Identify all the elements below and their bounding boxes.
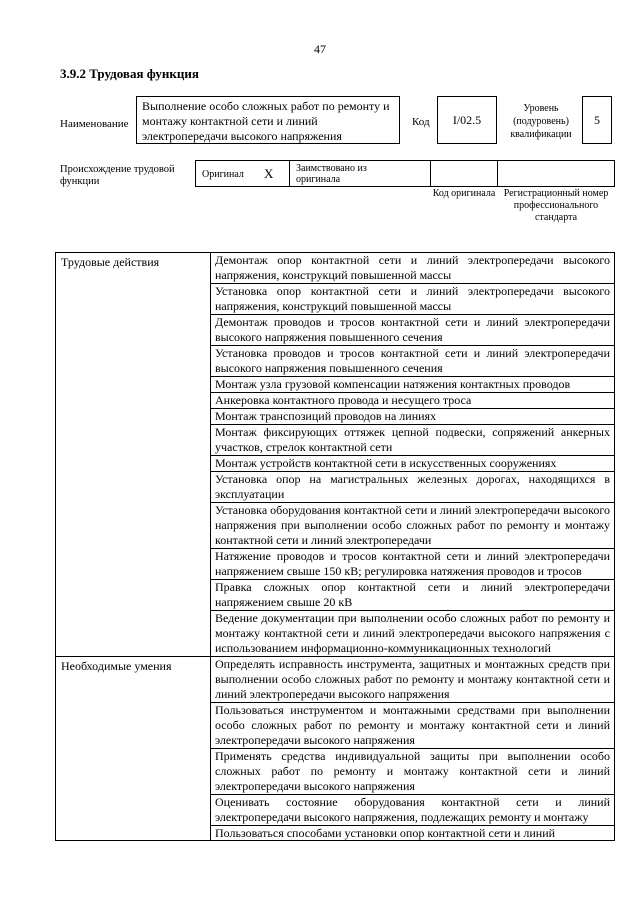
list-item: Установка опор контактной сети и линий электропередачи высокого напряжения, конструкций повышенной массы — [211, 284, 614, 315]
list-item: Демонтаж опор контактной сети и линий электропередачи высокого напряжения, конструкций повышенной массы — [211, 253, 614, 284]
list-item: Пользоваться способами установки опор контактной сети и линий — [215, 826, 556, 840]
section-items — [211, 253, 615, 657]
list-item: Монтаж транспозиций проводов на линиях — [211, 409, 614, 425]
function-name-box — [136, 96, 400, 144]
list-item: Установка проводов и тросов контактной сети и линий электропередачи высокого напряжения повышенного сечения — [211, 346, 614, 377]
list-item: Установка оборудования контактной сети и линий электропередачи высокого напряжения при выполнении особо сложных работ по ремонту и монтажу контактной сети и линий электропередачи — [211, 503, 614, 549]
code-label: Код — [412, 116, 430, 128]
regnum-caption: Регистрационный номер профессионального стандарта — [503, 188, 609, 223]
list-item: Применять средства индивидуальной защиты при выполнении особо сложных работ по ремонту и монтажу контактной сети и линий электропередачи высокого напряжения — [211, 749, 614, 795]
page-number: 47 — [314, 42, 326, 56]
section-heading: 3.9.2 Трудовая функция — [60, 66, 199, 81]
regnum-cell — [497, 160, 615, 187]
list-item: Натяжение проводов и тросов контактной сети и линий электропередачи напряжением свыше 150 кВ; регулировка натяжения проводов и тросов — [211, 549, 614, 580]
list-item: Пользоваться инструментом и монтажными средствами при выполнении особо сложных работ по ремонту и монтажу контактной сети и линий электропередачи высокого напряжения — [211, 703, 614, 749]
list-item: Анкеровка контактного провода и несущего троса — [211, 393, 614, 409]
function-table — [55, 252, 615, 841]
section-items — [211, 657, 615, 841]
function-name: Выполнение особо сложных работ по ремонту и монтажу контактной сети и линий электропередачи высокого напряжения — [142, 99, 390, 143]
list-item: Ведение документации при выполнении особо сложных работ по ремонту и монтажу контактной сети и линий электропередачи высокого напряжения с использованием информационно-коммуникационных технологий — [215, 611, 610, 655]
list-item: Установка опор на магистральных железных дорогах, находящихся в эксплуатации — [211, 472, 614, 503]
section-title: Трудовые действия — [56, 253, 211, 657]
list-item: Монтаж устройств контактной сети в искусственных сооружениях — [211, 456, 614, 472]
level-label: Уровень (подуровень) квалификации — [510, 103, 572, 140]
borrowed-cell — [289, 160, 431, 187]
level-value: 5 — [582, 96, 612, 144]
original-cell — [195, 160, 290, 187]
section-row-skills — [56, 657, 615, 841]
section-row-actions — [56, 253, 615, 657]
section-title: Необходимые умения — [56, 657, 211, 841]
list-item: Демонтаж проводов и тросов контактной сети и линий электропередачи высокого напряжения повышенного сечения — [211, 315, 614, 346]
list-item: Оценивать состояние оборудования контактной сети и линий электропередачи высокого напряжения, подлежащих ремонту и монтажу — [211, 795, 614, 826]
original-code-cell — [430, 160, 498, 187]
list-item: Монтаж узла грузовой компенсации натяжения контактных проводов — [211, 377, 614, 393]
origin-label: Происхождение трудовой функции — [60, 164, 175, 187]
code-caption: Код оригинала — [432, 188, 496, 199]
list-item: Монтаж фиксирующих оттяжек цепной подвески, сопряжений анкерных участков, стрелок контактной сети — [211, 425, 614, 456]
list-item: Правка сложных опор контактной сети и линий электропередачи напряжением свыше 20 кВ — [211, 580, 614, 611]
borrowed-label: Заимствовано из оригинала — [296, 163, 367, 185]
code-value: I/02.5 — [437, 96, 497, 144]
list-item: Определять исправность инструмента, защитных и монтажных средств при выполнении особо сложных работ по ремонту и монтажу контактной сети и линий электропередачи высокого напряжения — [211, 657, 614, 703]
name-label: Наименование — [60, 118, 129, 130]
original-label: Оригинал — [202, 169, 244, 180]
original-mark: X — [264, 166, 274, 181]
